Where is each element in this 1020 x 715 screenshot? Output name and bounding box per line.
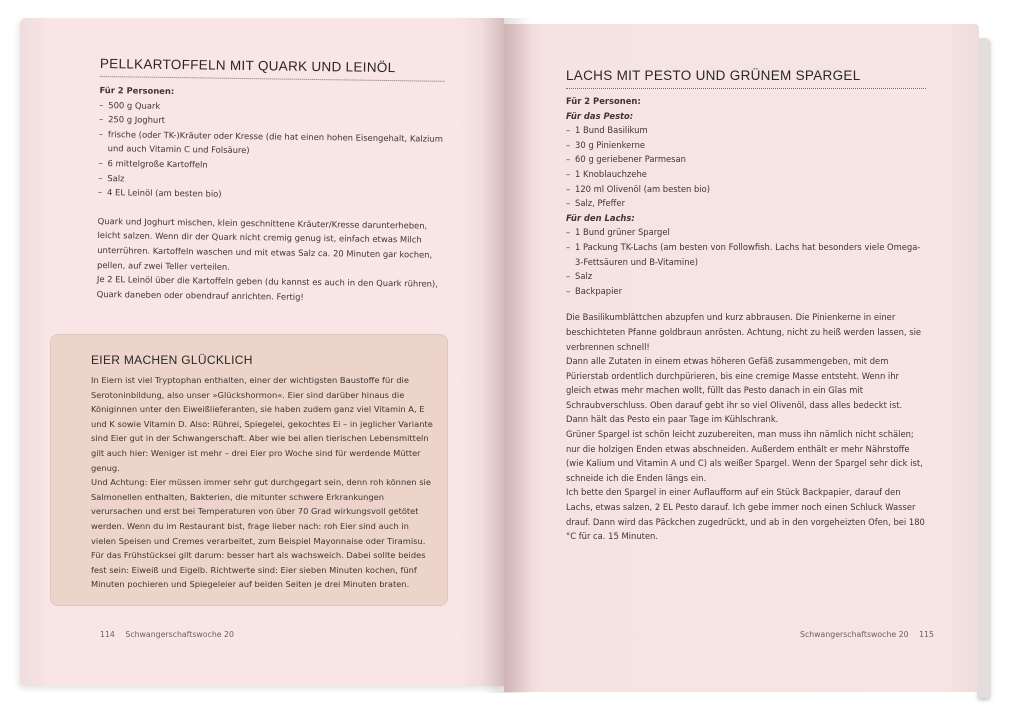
info-box-paragraph: Und Achtung: Eier müssen immer sehr gut durchgegart sein, denn roh können sie Salmonellen enthalten, Bakterien, die mitunter schwere Erkrankungen verursachen und erst bei Temperaturen von über 70 Grad wirkungsvoll getötet werden. Wenn du im Restaurant bist, frage lieber nach: roh Eier sind auch in vielen Speisen und Cremes verarbeitet, zum Beispiel Mayonnaise oder Tiramisu. Für das Frühstücksei gilt darum: besser hart als wachsweich. Dabei sollte beides fest sein: Eiweiß und Eigelb. Richtwerte sind: Eier sieben Minuten kochen, fünf Minuten pochieren und Spiegeleier auf beiden Seiten je drei Minuten braten. xyxy=(91,477,431,590)
ingredient-item: – Backpapier xyxy=(566,284,926,299)
ingredient-item: – 250 g Joghurt xyxy=(99,112,444,131)
info-box-paragraph: In Eiern ist viel Tryptophan enthalten, einer der wichtigsten Baustoffe für die Serotoninbildung, also unser »Glückshormon«. Eier sind darüber hinaus die Königinnen unter den Eiweißlieferanten, sie haben zudem ganz viel Vitamin A, E und K sowie Vitamin D. Also: Rührei, Spiegelei, gekochtes Ei – in jeglicher Variante sind Eier gut in der Schwangerschaft. Aber wie bei allen tierischen Lebensmitteln gilt auch hier: Weniger ist mehr – drei Eier pro Woche sind für werdende Mütter genug. xyxy=(91,375,433,473)
ingredient-item: – Salz xyxy=(98,171,443,190)
ingredient-item: – Salz, Pfeffer xyxy=(566,196,926,211)
ingredient-item: – 60 g geriebener Parmesan xyxy=(566,152,926,167)
servings-label: Für 2 Personen: xyxy=(99,84,175,97)
recipe-pellkartoffeln xyxy=(97,56,445,306)
open-book xyxy=(20,18,995,708)
ingredient-item: – 6 mittelgroße Kartoffeln xyxy=(98,156,443,175)
ingredient-item: – 1 Bund Basilikum xyxy=(566,123,926,138)
recipe-body xyxy=(566,94,926,544)
spine-shadow xyxy=(482,18,532,693)
instructions-paragraph: Quark und Joghurt mischen, klein geschnittene Kräuter/Kresse darunterheben, leicht salzen. Wenn dir der Quark nicht cremig genug ist, einfach etwas Milch unterrühren. Kartoffeln waschen und mit etwas Salz ca. 20 Minuten gar kochen, pellen, auf zwei Teller verteilen. xyxy=(97,215,433,272)
ingredient-item: – frische (oder TK-)Kräuter oder Kresse (die hat einen hohen Eisengehalt, Kalzium und auch Vitamin C und Folsäure) xyxy=(99,127,444,161)
pesto-heading: Für das Pesto: xyxy=(566,110,634,121)
instructions-paragraph: Je 2 EL Leinöl über die Kartoffeln geben (du kannst es auch in den Quark rühren), Quark daneben oder obendrauf anrichten. Fertig! xyxy=(96,274,438,302)
running-head: Schwangerschaftswoche 20 xyxy=(800,630,909,639)
ingredient-item: – 4 EL Leinöl (am besten bio) xyxy=(98,185,443,204)
instructions-paragraph: Grüner Spargel ist schön leicht zuzubereiten, man muss ihn nämlich nicht schälen; nur die holzigen Enden etwas abschneiden. Außerdem enthält er mehr Nährstoffe (wie Kalium und Vitamin A und C) als weißer Spargel. Wenn der Spargel sehr dick ist, schneide ich die Enden längs ein. xyxy=(566,429,923,483)
left-page xyxy=(20,18,504,686)
recipe-body xyxy=(97,83,445,306)
ingredient-item: – 1 Knoblauchzehe xyxy=(566,167,926,182)
footer-left xyxy=(100,630,234,639)
running-head: Schwangerschaftswoche 20 xyxy=(125,630,234,639)
ingredient-item: – Salz xyxy=(566,269,926,284)
ingredient-item: – 500 g Quark xyxy=(99,98,444,117)
instructions-paragraph: Ich bette den Spargel in einer Auflaufform auf ein Stück Backpapier, darauf den Lachs, etwas salzen, 2 EL Pesto darauf. Ich gebe immer noch einen Schluck Wasser drauf. Dann wird das Päckchen zugedrückt, und ab in den vorgeheizten Ofen, bei 180 °C für ca. 15 Minuten. xyxy=(566,487,925,542)
salmon-heading: Für den Lachs: xyxy=(566,212,635,223)
servings-label: Für 2 Personen: xyxy=(566,96,641,106)
ingredient-item: – 120 ml Olivenöl (am besten bio) xyxy=(566,182,926,197)
right-page xyxy=(504,24,979,692)
recipe-title: LACHS MIT PESTO UND GRÜNEM SPARGEL xyxy=(566,68,861,83)
ingredient-item: – 1 Bund grüner Spargel xyxy=(566,225,926,240)
instructions-paragraph: Die Basilikumblättchen abzupfen und kurz abbrausen. Die Pinienkerne in einer beschichteten Pfanne goldbraun anrösten. Achtung, nicht zu heiß werden lassen, sie verbrennen schnell! xyxy=(566,312,922,352)
pesto-ingredient-list xyxy=(566,123,926,211)
recipe-title: PELLKARTOFFELN MIT QUARK UND LEINÖL xyxy=(99,56,396,76)
ingredient-item: – 30 g Pinienkerne xyxy=(566,138,926,153)
info-box-eggs xyxy=(50,334,448,606)
salmon-ingredient-list xyxy=(566,225,926,298)
page-number: 115 xyxy=(919,630,934,639)
title-divider xyxy=(566,88,926,89)
ingredient-list xyxy=(98,98,444,205)
instructions-paragraph: Dann alle Zutaten in einem etwas höheren Gefäß zusammengeben, mit dem Pürierstab ordentlich durchpürieren, bis eine cremige Masse entsteht. Wenn ihr gleich etwas mehr machen wollt, füllt das Pesto danach in ein Glas mit Schraubverschluss. Oben darauf gebt ihr so viel Olivenöl, dass alles bedeckt ist. Dann hält das Pesto ein paar Tage im Kühlschrank. xyxy=(566,356,903,425)
info-box-text xyxy=(91,373,436,592)
page-number: 114 xyxy=(100,630,115,639)
footer-right xyxy=(800,630,934,639)
ingredient-item: – 1 Packung TK-Lachs (am besten von Followfish. Lachs hat besonders viele Omega-3-Fettsäuren und B-Vitamine) xyxy=(566,240,926,269)
info-box-title: EIER MACHEN GLÜCKLICH xyxy=(91,353,253,367)
recipe-lachs xyxy=(566,68,926,544)
title-divider xyxy=(100,76,445,82)
